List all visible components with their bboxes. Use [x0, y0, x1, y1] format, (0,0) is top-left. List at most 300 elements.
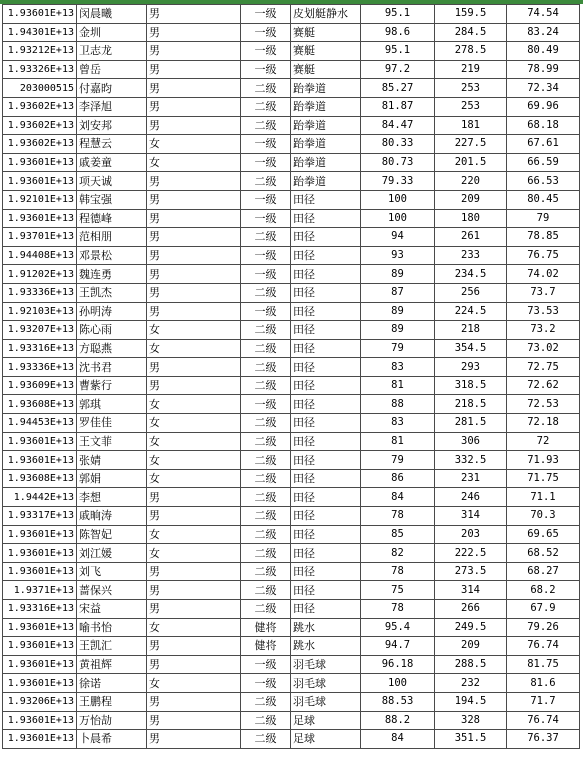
- name-cell[interactable]: 罗佳佳: [77, 414, 147, 433]
- student-id-cell[interactable]: 1.93609E+13: [3, 376, 77, 395]
- level-cell[interactable]: 一级: [241, 302, 291, 321]
- student-id-cell[interactable]: 1.93601E+13: [3, 525, 77, 544]
- name-cell[interactable]: 刘安邦: [77, 116, 147, 135]
- sport-cell[interactable]: 皮划艇静水: [291, 5, 361, 24]
- score2-cell[interactable]: 222.5: [435, 544, 507, 563]
- gender-cell[interactable]: 女: [147, 432, 241, 451]
- score2-cell[interactable]: 219: [435, 60, 507, 79]
- name-cell[interactable]: 陈心雨: [77, 321, 147, 340]
- total-cell[interactable]: 76.74: [507, 637, 580, 656]
- level-cell[interactable]: 二级: [241, 525, 291, 544]
- score1-cell[interactable]: 78: [361, 600, 435, 619]
- sport-cell[interactable]: 田径: [291, 600, 361, 619]
- student-id-cell[interactable]: 203000515: [3, 79, 77, 98]
- sport-cell[interactable]: 赛艇: [291, 23, 361, 42]
- student-id-cell[interactable]: 1.94408E+13: [3, 246, 77, 265]
- gender-cell[interactable]: 男: [147, 42, 241, 61]
- gender-cell[interactable]: 女: [147, 525, 241, 544]
- gender-cell[interactable]: 男: [147, 507, 241, 526]
- score2-cell[interactable]: 281.5: [435, 414, 507, 433]
- level-cell[interactable]: 一级: [241, 395, 291, 414]
- level-cell[interactable]: 二级: [241, 600, 291, 619]
- student-id-cell[interactable]: 1.94453E+13: [3, 414, 77, 433]
- score1-cell[interactable]: 98.6: [361, 23, 435, 42]
- score1-cell[interactable]: 89: [361, 302, 435, 321]
- total-cell[interactable]: 83.24: [507, 23, 580, 42]
- level-cell[interactable]: 二级: [241, 79, 291, 98]
- level-cell[interactable]: 一级: [241, 674, 291, 693]
- name-cell[interactable]: 徐诺: [77, 674, 147, 693]
- gender-cell[interactable]: 男: [147, 116, 241, 135]
- score2-cell[interactable]: 253: [435, 79, 507, 98]
- level-cell[interactable]: 一级: [241, 5, 291, 24]
- gender-cell[interactable]: 男: [147, 283, 241, 302]
- sport-cell[interactable]: 田径: [291, 265, 361, 284]
- score2-cell[interactable]: 232: [435, 674, 507, 693]
- score2-cell[interactable]: 253: [435, 97, 507, 116]
- sport-cell[interactable]: 田径: [291, 414, 361, 433]
- score1-cell[interactable]: 81.87: [361, 97, 435, 116]
- sport-cell[interactable]: 田径: [291, 488, 361, 507]
- level-cell[interactable]: 二级: [241, 321, 291, 340]
- student-id-cell[interactable]: 1.9442E+13: [3, 488, 77, 507]
- name-cell[interactable]: 程德峰: [77, 209, 147, 228]
- score1-cell[interactable]: 79: [361, 451, 435, 470]
- score1-cell[interactable]: 93: [361, 246, 435, 265]
- level-cell[interactable]: 二级: [241, 488, 291, 507]
- name-cell[interactable]: 王鹏程: [77, 692, 147, 711]
- name-cell[interactable]: 孙明涛: [77, 302, 147, 321]
- level-cell[interactable]: 一级: [241, 153, 291, 172]
- level-cell[interactable]: 一级: [241, 209, 291, 228]
- name-cell[interactable]: 曹紫行: [77, 376, 147, 395]
- score1-cell[interactable]: 95.4: [361, 618, 435, 637]
- sport-cell[interactable]: 跳水: [291, 637, 361, 656]
- total-cell[interactable]: 69.96: [507, 97, 580, 116]
- sport-cell[interactable]: 田径: [291, 581, 361, 600]
- level-cell[interactable]: 二级: [241, 339, 291, 358]
- score2-cell[interactable]: 234.5: [435, 265, 507, 284]
- score2-cell[interactable]: 278.5: [435, 42, 507, 61]
- name-cell[interactable]: 李想: [77, 488, 147, 507]
- total-cell[interactable]: 73.53: [507, 302, 580, 321]
- score2-cell[interactable]: 288.5: [435, 655, 507, 674]
- gender-cell[interactable]: 男: [147, 562, 241, 581]
- sport-cell[interactable]: 田径: [291, 283, 361, 302]
- student-id-cell[interactable]: 1.93601E+13: [3, 172, 77, 191]
- score1-cell[interactable]: 87: [361, 283, 435, 302]
- sport-cell[interactable]: 羽毛球: [291, 674, 361, 693]
- gender-cell[interactable]: 男: [147, 97, 241, 116]
- gender-cell[interactable]: 男: [147, 172, 241, 191]
- gender-cell[interactable]: 男: [147, 581, 241, 600]
- gender-cell[interactable]: 女: [147, 451, 241, 470]
- level-cell[interactable]: 一级: [241, 135, 291, 154]
- student-id-cell[interactable]: 1.93602E+13: [3, 135, 77, 154]
- gender-cell[interactable]: 女: [147, 414, 241, 433]
- gender-cell[interactable]: 女: [147, 153, 241, 172]
- score1-cell[interactable]: 78: [361, 507, 435, 526]
- total-cell[interactable]: 73.7: [507, 283, 580, 302]
- total-cell[interactable]: 71.75: [507, 469, 580, 488]
- level-cell[interactable]: 二级: [241, 730, 291, 749]
- gender-cell[interactable]: 女: [147, 544, 241, 563]
- sport-cell[interactable]: 田径: [291, 544, 361, 563]
- gender-cell[interactable]: 男: [147, 228, 241, 247]
- student-id-cell[interactable]: 1.93608E+13: [3, 469, 77, 488]
- total-cell[interactable]: 78.85: [507, 228, 580, 247]
- total-cell[interactable]: 68.18: [507, 116, 580, 135]
- level-cell[interactable]: 二级: [241, 116, 291, 135]
- gender-cell[interactable]: 男: [147, 692, 241, 711]
- student-id-cell[interactable]: 1.93336E+13: [3, 358, 77, 377]
- gender-cell[interactable]: 男: [147, 376, 241, 395]
- score2-cell[interactable]: 284.5: [435, 23, 507, 42]
- score2-cell[interactable]: 328: [435, 711, 507, 730]
- score1-cell[interactable]: 78: [361, 562, 435, 581]
- sport-cell[interactable]: 田径: [291, 432, 361, 451]
- name-cell[interactable]: 王凯汇: [77, 637, 147, 656]
- student-id-cell[interactable]: 1.93601E+13: [3, 451, 77, 470]
- score1-cell[interactable]: 89: [361, 321, 435, 340]
- name-cell[interactable]: 付嘉昀: [77, 79, 147, 98]
- gender-cell[interactable]: 男: [147, 711, 241, 730]
- level-cell[interactable]: 二级: [241, 376, 291, 395]
- name-cell[interactable]: 喻书怡: [77, 618, 147, 637]
- sport-cell[interactable]: 田径: [291, 228, 361, 247]
- score2-cell[interactable]: 314: [435, 581, 507, 600]
- level-cell[interactable]: 一级: [241, 246, 291, 265]
- level-cell[interactable]: 二级: [241, 432, 291, 451]
- score1-cell[interactable]: 96.18: [361, 655, 435, 674]
- total-cell[interactable]: 72: [507, 432, 580, 451]
- score2-cell[interactable]: 203: [435, 525, 507, 544]
- sport-cell[interactable]: 跆拳道: [291, 172, 361, 191]
- student-id-cell[interactable]: 1.93601E+13: [3, 711, 77, 730]
- total-cell[interactable]: 71.7: [507, 692, 580, 711]
- student-id-cell[interactable]: 1.93602E+13: [3, 97, 77, 116]
- sport-cell[interactable]: 羽毛球: [291, 692, 361, 711]
- level-cell[interactable]: 一级: [241, 42, 291, 61]
- total-cell[interactable]: 81.75: [507, 655, 580, 674]
- student-id-cell[interactable]: 1.93608E+13: [3, 395, 77, 414]
- score2-cell[interactable]: 354.5: [435, 339, 507, 358]
- score2-cell[interactable]: 332.5: [435, 451, 507, 470]
- total-cell[interactable]: 67.61: [507, 135, 580, 154]
- student-id-cell[interactable]: 1.93601E+13: [3, 637, 77, 656]
- score1-cell[interactable]: 75: [361, 581, 435, 600]
- sport-cell[interactable]: 跆拳道: [291, 97, 361, 116]
- score1-cell[interactable]: 79.33: [361, 172, 435, 191]
- score2-cell[interactable]: 273.5: [435, 562, 507, 581]
- score1-cell[interactable]: 81: [361, 376, 435, 395]
- level-cell[interactable]: 健将: [241, 637, 291, 656]
- sport-cell[interactable]: 田径: [291, 209, 361, 228]
- level-cell[interactable]: 一级: [241, 265, 291, 284]
- total-cell[interactable]: 74.54: [507, 5, 580, 24]
- name-cell[interactable]: 万怡劼: [77, 711, 147, 730]
- score1-cell[interactable]: 94: [361, 228, 435, 247]
- student-id-cell[interactable]: 1.93317E+13: [3, 507, 77, 526]
- name-cell[interactable]: 刘飞: [77, 562, 147, 581]
- student-id-cell[interactable]: 1.93316E+13: [3, 600, 77, 619]
- score2-cell[interactable]: 218: [435, 321, 507, 340]
- gender-cell[interactable]: 女: [147, 321, 241, 340]
- sport-cell[interactable]: 跆拳道: [291, 79, 361, 98]
- total-cell[interactable]: 66.53: [507, 172, 580, 191]
- score2-cell[interactable]: 246: [435, 488, 507, 507]
- score1-cell[interactable]: 79: [361, 339, 435, 358]
- level-cell[interactable]: 二级: [241, 228, 291, 247]
- name-cell[interactable]: 魏连勇: [77, 265, 147, 284]
- student-id-cell[interactable]: 1.93601E+13: [3, 730, 77, 749]
- sport-cell[interactable]: 赛艇: [291, 42, 361, 61]
- score2-cell[interactable]: 209: [435, 637, 507, 656]
- sport-cell[interactable]: 田径: [291, 358, 361, 377]
- student-id-cell[interactable]: 1.93701E+13: [3, 228, 77, 247]
- score2-cell[interactable]: 256: [435, 283, 507, 302]
- score1-cell[interactable]: 85.27: [361, 79, 435, 98]
- name-cell[interactable]: 邓景松: [77, 246, 147, 265]
- score2-cell[interactable]: 233: [435, 246, 507, 265]
- name-cell[interactable]: 闵晨曦: [77, 5, 147, 24]
- total-cell[interactable]: 72.34: [507, 79, 580, 98]
- level-cell[interactable]: 一级: [241, 60, 291, 79]
- score2-cell[interactable]: 201.5: [435, 153, 507, 172]
- student-id-cell[interactable]: 1.93601E+13: [3, 655, 77, 674]
- score1-cell[interactable]: 88: [361, 395, 435, 414]
- name-cell[interactable]: 黄祖辉: [77, 655, 147, 674]
- student-id-cell[interactable]: 1.93601E+13: [3, 618, 77, 637]
- sport-cell[interactable]: 田径: [291, 469, 361, 488]
- sport-cell[interactable]: 跳水: [291, 618, 361, 637]
- name-cell[interactable]: 戚晌涛: [77, 507, 147, 526]
- total-cell[interactable]: 68.52: [507, 544, 580, 563]
- gender-cell[interactable]: 男: [147, 60, 241, 79]
- sport-cell[interactable]: 田径: [291, 302, 361, 321]
- total-cell[interactable]: 71.1: [507, 488, 580, 507]
- total-cell[interactable]: 66.59: [507, 153, 580, 172]
- total-cell[interactable]: 72.53: [507, 395, 580, 414]
- level-cell[interactable]: 二级: [241, 469, 291, 488]
- gender-cell[interactable]: 女: [147, 469, 241, 488]
- gender-cell[interactable]: 女: [147, 395, 241, 414]
- score1-cell[interactable]: 80.73: [361, 153, 435, 172]
- score1-cell[interactable]: 86: [361, 469, 435, 488]
- sport-cell[interactable]: 田径: [291, 321, 361, 340]
- name-cell[interactable]: 宋益: [77, 600, 147, 619]
- score1-cell[interactable]: 94.7: [361, 637, 435, 656]
- score1-cell[interactable]: 95.1: [361, 5, 435, 24]
- level-cell[interactable]: 二级: [241, 172, 291, 191]
- student-id-cell[interactable]: 1.93336E+13: [3, 283, 77, 302]
- student-id-cell[interactable]: 1.94301E+13: [3, 23, 77, 42]
- gender-cell[interactable]: 女: [147, 339, 241, 358]
- name-cell[interactable]: 范相朋: [77, 228, 147, 247]
- student-id-cell[interactable]: 1.93207E+13: [3, 321, 77, 340]
- student-id-cell[interactable]: 1.93601E+13: [3, 153, 77, 172]
- gender-cell[interactable]: 男: [147, 190, 241, 209]
- total-cell[interactable]: 76.37: [507, 730, 580, 749]
- total-cell[interactable]: 79.26: [507, 618, 580, 637]
- name-cell[interactable]: 郭琪: [77, 395, 147, 414]
- score2-cell[interactable]: 224.5: [435, 302, 507, 321]
- score1-cell[interactable]: 88.53: [361, 692, 435, 711]
- sport-cell[interactable]: 跆拳道: [291, 153, 361, 172]
- gender-cell[interactable]: 男: [147, 488, 241, 507]
- total-cell[interactable]: 80.45: [507, 190, 580, 209]
- name-cell[interactable]: 张婧: [77, 451, 147, 470]
- total-cell[interactable]: 78.99: [507, 60, 580, 79]
- gender-cell[interactable]: 女: [147, 674, 241, 693]
- sport-cell[interactable]: 田径: [291, 525, 361, 544]
- score1-cell[interactable]: 100: [361, 209, 435, 228]
- name-cell[interactable]: 刘江媛: [77, 544, 147, 563]
- sport-cell[interactable]: 足球: [291, 730, 361, 749]
- level-cell[interactable]: 一级: [241, 190, 291, 209]
- score1-cell[interactable]: 82: [361, 544, 435, 563]
- gender-cell[interactable]: 女: [147, 618, 241, 637]
- total-cell[interactable]: 70.3: [507, 507, 580, 526]
- total-cell[interactable]: 76.74: [507, 711, 580, 730]
- gender-cell[interactable]: 男: [147, 79, 241, 98]
- name-cell[interactable]: 程慧云: [77, 135, 147, 154]
- student-id-cell[interactable]: 1.93206E+13: [3, 692, 77, 711]
- name-cell[interactable]: 方聪燕: [77, 339, 147, 358]
- gender-cell[interactable]: 男: [147, 5, 241, 24]
- gender-cell[interactable]: 女: [147, 135, 241, 154]
- gender-cell[interactable]: 男: [147, 23, 241, 42]
- student-id-cell[interactable]: 1.93601E+13: [3, 674, 77, 693]
- score2-cell[interactable]: 249.5: [435, 618, 507, 637]
- sport-cell[interactable]: 跆拳道: [291, 135, 361, 154]
- name-cell[interactable]: 卜晨希: [77, 730, 147, 749]
- sport-cell[interactable]: 田径: [291, 395, 361, 414]
- level-cell[interactable]: 二级: [241, 97, 291, 116]
- score1-cell[interactable]: 100: [361, 190, 435, 209]
- score1-cell[interactable]: 83: [361, 358, 435, 377]
- level-cell[interactable]: 二级: [241, 451, 291, 470]
- score1-cell[interactable]: 81: [361, 432, 435, 451]
- score2-cell[interactable]: 209: [435, 190, 507, 209]
- score2-cell[interactable]: 351.5: [435, 730, 507, 749]
- score1-cell[interactable]: 85: [361, 525, 435, 544]
- student-id-cell[interactable]: 1.93601E+13: [3, 544, 77, 563]
- total-cell[interactable]: 72.75: [507, 358, 580, 377]
- level-cell[interactable]: 一级: [241, 655, 291, 674]
- total-cell[interactable]: 79: [507, 209, 580, 228]
- score1-cell[interactable]: 83: [361, 414, 435, 433]
- total-cell[interactable]: 69.65: [507, 525, 580, 544]
- score2-cell[interactable]: 194.5: [435, 692, 507, 711]
- student-id-cell[interactable]: 1.93316E+13: [3, 339, 77, 358]
- level-cell[interactable]: 二级: [241, 562, 291, 581]
- gender-cell[interactable]: 男: [147, 265, 241, 284]
- total-cell[interactable]: 68.27: [507, 562, 580, 581]
- gender-cell[interactable]: 男: [147, 302, 241, 321]
- name-cell[interactable]: 李泽旭: [77, 97, 147, 116]
- name-cell[interactable]: 曾岳: [77, 60, 147, 79]
- level-cell[interactable]: 二级: [241, 358, 291, 377]
- sport-cell[interactable]: 田径: [291, 190, 361, 209]
- sport-cell[interactable]: 田径: [291, 451, 361, 470]
- student-id-cell[interactable]: 1.91202E+13: [3, 265, 77, 284]
- score1-cell[interactable]: 95.1: [361, 42, 435, 61]
- sport-cell[interactable]: 田径: [291, 507, 361, 526]
- name-cell[interactable]: 蔷保兴: [77, 581, 147, 600]
- score1-cell[interactable]: 84.47: [361, 116, 435, 135]
- gender-cell[interactable]: 男: [147, 358, 241, 377]
- sport-cell[interactable]: 羽毛球: [291, 655, 361, 674]
- score2-cell[interactable]: 314: [435, 507, 507, 526]
- name-cell[interactable]: 项天诚: [77, 172, 147, 191]
- student-id-cell[interactable]: 1.93601E+13: [3, 209, 77, 228]
- name-cell[interactable]: 戚姜童: [77, 153, 147, 172]
- total-cell[interactable]: 68.2: [507, 581, 580, 600]
- score1-cell[interactable]: 84: [361, 488, 435, 507]
- level-cell[interactable]: 二级: [241, 711, 291, 730]
- student-id-cell[interactable]: 1.93601E+13: [3, 5, 77, 24]
- name-cell[interactable]: 金圳: [77, 23, 147, 42]
- score1-cell[interactable]: 97.2: [361, 60, 435, 79]
- gender-cell[interactable]: 男: [147, 600, 241, 619]
- score1-cell[interactable]: 89: [361, 265, 435, 284]
- total-cell[interactable]: 72.62: [507, 376, 580, 395]
- total-cell[interactable]: 81.6: [507, 674, 580, 693]
- sport-cell[interactable]: 田径: [291, 339, 361, 358]
- level-cell[interactable]: 健将: [241, 618, 291, 637]
- score2-cell[interactable]: 181: [435, 116, 507, 135]
- name-cell[interactable]: 卫志龙: [77, 42, 147, 61]
- score1-cell[interactable]: 84: [361, 730, 435, 749]
- score2-cell[interactable]: 227.5: [435, 135, 507, 154]
- score2-cell[interactable]: 218.5: [435, 395, 507, 414]
- sport-cell[interactable]: 田径: [291, 246, 361, 265]
- gender-cell[interactable]: 男: [147, 246, 241, 265]
- gender-cell[interactable]: 男: [147, 655, 241, 674]
- score2-cell[interactable]: 231: [435, 469, 507, 488]
- level-cell[interactable]: 二级: [241, 414, 291, 433]
- total-cell[interactable]: 67.9: [507, 600, 580, 619]
- sport-cell[interactable]: 足球: [291, 711, 361, 730]
- student-id-cell[interactable]: 1.93601E+13: [3, 432, 77, 451]
- score2-cell[interactable]: 159.5: [435, 5, 507, 24]
- level-cell[interactable]: 二级: [241, 692, 291, 711]
- gender-cell[interactable]: 男: [147, 730, 241, 749]
- level-cell[interactable]: 二级: [241, 507, 291, 526]
- score2-cell[interactable]: 318.5: [435, 376, 507, 395]
- gender-cell[interactable]: 男: [147, 209, 241, 228]
- total-cell[interactable]: 74.02: [507, 265, 580, 284]
- score2-cell[interactable]: 266: [435, 600, 507, 619]
- name-cell[interactable]: 韩宝强: [77, 190, 147, 209]
- sport-cell[interactable]: 田径: [291, 376, 361, 395]
- student-id-cell[interactable]: 1.92103E+13: [3, 302, 77, 321]
- name-cell[interactable]: 沈书君: [77, 358, 147, 377]
- sport-cell[interactable]: 田径: [291, 562, 361, 581]
- name-cell[interactable]: 王凯杰: [77, 283, 147, 302]
- total-cell[interactable]: 72.18: [507, 414, 580, 433]
- student-id-cell[interactable]: 1.93602E+13: [3, 116, 77, 135]
- student-id-cell[interactable]: 1.93601E+13: [3, 562, 77, 581]
- total-cell[interactable]: 73.02: [507, 339, 580, 358]
- score2-cell[interactable]: 261: [435, 228, 507, 247]
- student-id-cell[interactable]: 1.92101E+13: [3, 190, 77, 209]
- score2-cell[interactable]: 220: [435, 172, 507, 191]
- total-cell[interactable]: 71.93: [507, 451, 580, 470]
- score2-cell[interactable]: 293: [435, 358, 507, 377]
- total-cell[interactable]: 73.2: [507, 321, 580, 340]
